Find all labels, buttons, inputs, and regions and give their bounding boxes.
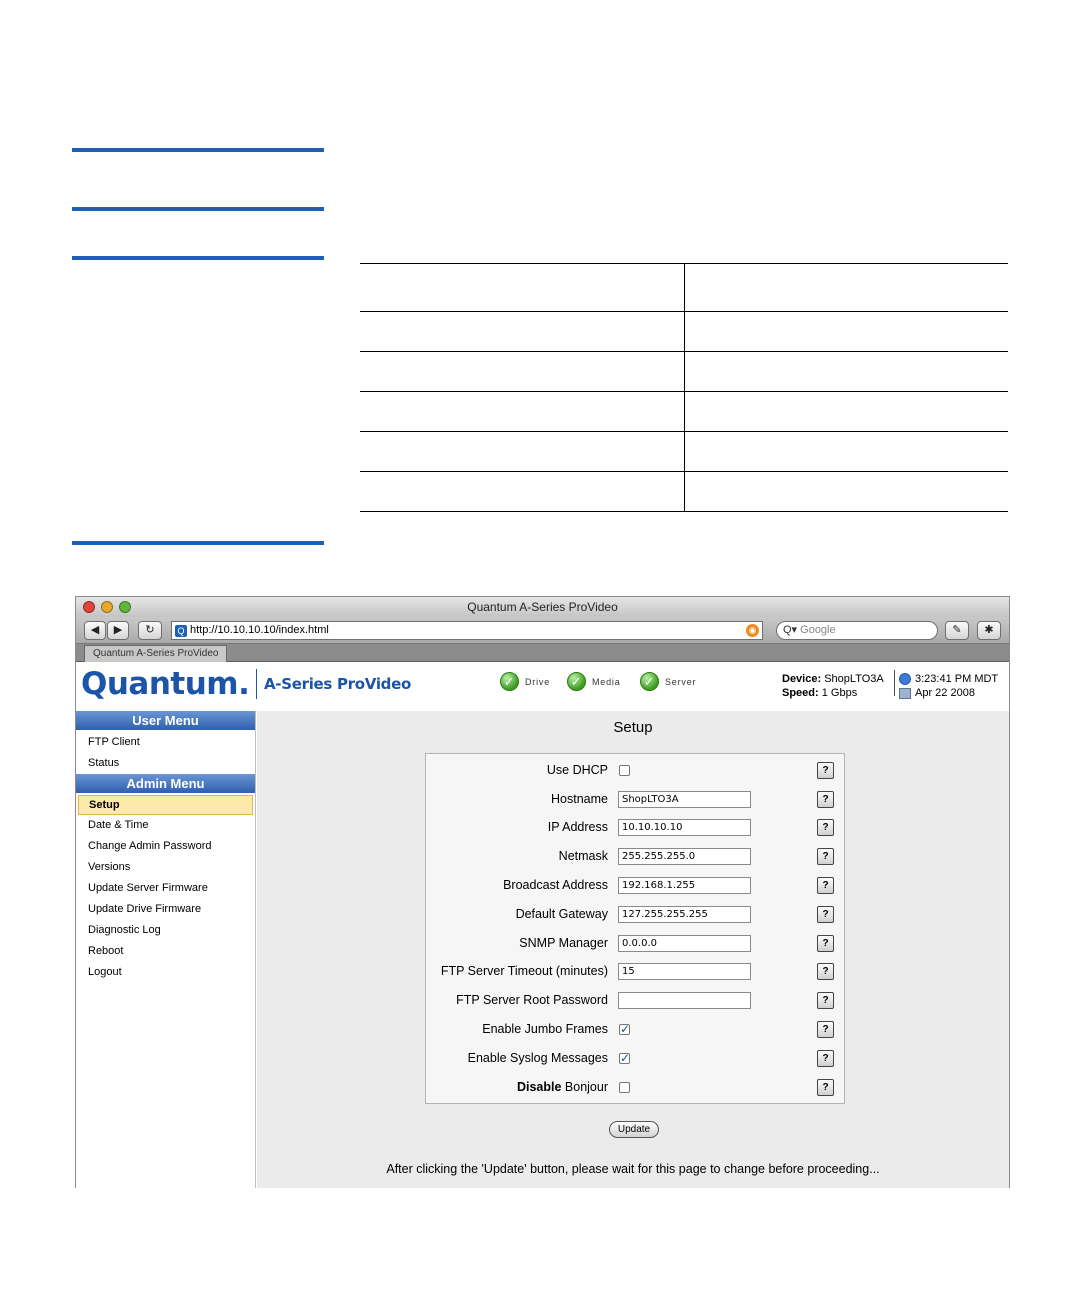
help-button[interactable]: ? [817, 848, 834, 865]
section-rule [72, 207, 324, 211]
help-button[interactable]: ? [817, 1021, 834, 1038]
quantum-logo: Quantum. [81, 666, 250, 702]
help-button[interactable]: ? [817, 963, 834, 980]
admin-menu-title: Admin Menu [76, 774, 255, 793]
ftp-root-password-input[interactable] [618, 992, 751, 1009]
calendar-icon [899, 688, 911, 699]
sidebar-item-versions[interactable]: Versions [88, 861, 131, 873]
broadcast-address-row [426, 876, 844, 896]
back-arrow-icon: ◀ [90, 624, 100, 636]
close-window-button[interactable] [83, 601, 95, 613]
zoom-window-button[interactable] [119, 601, 131, 613]
sidebar [76, 711, 256, 1188]
browser-tab[interactable]: Quantum A-Series ProVideo [84, 645, 227, 662]
reload-button[interactable] [138, 621, 162, 640]
snmp-manager-label: SNMP Manager [519, 936, 608, 950]
document-table [360, 263, 1008, 512]
table-row [360, 392, 1008, 432]
page-title: Setup [613, 719, 653, 736]
help-button[interactable]: ? [817, 819, 834, 836]
table-row [360, 312, 1008, 352]
forward-arrow-icon: ▶ [113, 624, 123, 636]
default-gateway-input[interactable]: 127.255.255.255 [618, 906, 751, 923]
table-row [360, 432, 1008, 472]
use-dhcp-row [426, 761, 844, 781]
disable-bonjour-row [426, 1078, 844, 1098]
setup-form [425, 753, 845, 1104]
help-button[interactable]: ? [817, 992, 834, 1009]
section-rule [72, 256, 324, 260]
help-button[interactable]: ? [817, 762, 834, 779]
sidebar-item-reboot[interactable]: Reboot [88, 945, 124, 957]
bonjour-word: Bonjour [561, 1080, 608, 1094]
table-row [360, 352, 1008, 392]
disable-word: Disable [516, 1080, 562, 1094]
sidebar-item-status[interactable]: Status [88, 757, 120, 769]
user-menu-title: User Menu [76, 711, 255, 730]
table-row [360, 472, 1008, 512]
media-status-label: Media [592, 676, 621, 687]
media-status [567, 672, 621, 691]
ftp-timeout-row [426, 962, 844, 982]
search-placeholder: Google [800, 624, 836, 636]
check-icon: ✓ [567, 672, 586, 691]
tab-bar [76, 644, 1009, 662]
window-controls [83, 601, 131, 613]
current-date: Apr 22 2008 [915, 687, 975, 699]
rss-icon[interactable]: ◉ [746, 624, 759, 637]
disable-bonjour-checkbox[interactable] [619, 1082, 630, 1093]
hostname-row [426, 790, 844, 810]
jumbo-frames-label: Enable Jumbo Frames [482, 1022, 608, 1036]
minimize-window-button[interactable] [101, 601, 113, 613]
current-time: 3:23:41 PM MDT [915, 673, 999, 685]
edit-button[interactable] [945, 621, 969, 640]
sidebar-item-update-drive-firmware[interactable]: Update Drive Firmware [88, 903, 202, 915]
netmask-label: Netmask [558, 849, 608, 863]
help-button[interactable]: ? [817, 906, 834, 923]
broadcast-address-input[interactable]: 192.168.1.255 [618, 877, 751, 894]
use-dhcp-checkbox[interactable] [619, 765, 630, 776]
title-bar [76, 597, 1009, 617]
bug-icon: ✱ [984, 624, 994, 636]
use-dhcp-label: Use DHCP [546, 763, 608, 777]
device-info [782, 672, 884, 700]
clock-icon [899, 673, 911, 685]
address-bar[interactable] [171, 621, 763, 640]
snmp-manager-row [426, 934, 844, 954]
browser-window [75, 596, 1010, 1188]
main-panel [257, 711, 1009, 1188]
table-row [360, 264, 1008, 312]
ftp-timeout-label: FTP Server Timeout (minutes) [440, 964, 608, 978]
netmask-input[interactable]: 255.255.255.0 [618, 848, 751, 865]
jumbo-frames-checkbox[interactable]: ✓ [620, 1022, 631, 1036]
update-note: After clicking the 'Update' button, please wait for this page to change before proceeding... [386, 1162, 880, 1176]
window-title: Quantum A-Series ProVideo [467, 600, 618, 614]
url-text: http://10.10.10.10/index.html [190, 624, 329, 636]
ftp-root-password-label: FTP Server Root Password [456, 993, 608, 1007]
syslog-messages-label: Enable Syslog Messages [467, 1051, 608, 1065]
ip-address-label: IP Address [547, 820, 608, 834]
server-status-label: Server [665, 676, 697, 687]
ftp-root-password-row [426, 991, 844, 1011]
sidebar-item-diagnostic-log[interactable]: Diagnostic Log [88, 924, 161, 936]
ftp-timeout-input[interactable]: 15 [618, 963, 751, 980]
time-info [899, 672, 998, 700]
jumbo-frames-row [426, 1020, 844, 1040]
sidebar-item-logout[interactable]: Logout [88, 966, 122, 978]
disable-bonjour-label [517, 1080, 608, 1094]
help-button[interactable]: ? [817, 1079, 834, 1096]
page-content [76, 663, 1009, 1188]
info-divider [894, 670, 895, 696]
page-header [76, 663, 1009, 711]
ip-address-input[interactable]: 10.10.10.10 [618, 819, 751, 836]
syslog-messages-checkbox[interactable]: ✓ [620, 1051, 631, 1065]
search-icon: Q▾ [783, 624, 798, 636]
help-button[interactable]: ? [817, 1050, 834, 1067]
check-icon: ✓ [640, 672, 659, 691]
ip-address-row [426, 818, 844, 838]
default-gateway-label: Default Gateway [515, 907, 608, 921]
speed-label: Speed: [782, 687, 819, 699]
device-value: ShopLTO3A [824, 673, 884, 685]
snmp-manager-input[interactable]: 0.0.0.0 [618, 935, 751, 952]
sidebar-item-ftp-client[interactable]: FTP Client [88, 736, 140, 748]
default-gateway-row [426, 905, 844, 925]
drive-status [500, 672, 550, 691]
hostname-label: Hostname [551, 792, 608, 806]
netmask-row [426, 847, 844, 867]
speed-value: 1 Gbps [821, 687, 858, 699]
sidebar-item-change-admin-password[interactable]: Change Admin Password [88, 840, 212, 852]
update-button[interactable]: Update [609, 1121, 659, 1138]
check-icon: ✓ [500, 672, 519, 691]
site-icon: Q [175, 625, 187, 637]
help-button[interactable]: ? [817, 791, 834, 808]
section-rule [72, 148, 324, 152]
server-status [640, 672, 696, 691]
browser-toolbar [76, 617, 1009, 644]
section-rule [72, 541, 324, 545]
pencil-icon: ✎ [952, 624, 962, 636]
search-input[interactable] [776, 621, 938, 640]
product-title: A-Series ProVideo [264, 675, 411, 693]
bug-button[interactable] [977, 621, 1001, 640]
reload-icon: ↻ [145, 624, 155, 636]
sidebar-item-update-server-firmware[interactable]: Update Server Firmware [88, 882, 208, 894]
help-button[interactable]: ? [817, 877, 834, 894]
drive-status-label: Drive [525, 676, 551, 687]
syslog-messages-row [426, 1049, 844, 1069]
device-label: Device: [782, 673, 822, 685]
hostname-input[interactable]: ShopLTO3A [618, 791, 751, 808]
forward-button[interactable] [107, 621, 129, 640]
back-button[interactable] [84, 621, 106, 640]
logo-divider [256, 669, 257, 699]
sidebar-item-setup[interactable]: Setup [78, 795, 253, 815]
help-button[interactable]: ? [817, 935, 834, 952]
sidebar-item-date-time[interactable]: Date & Time [88, 819, 149, 831]
broadcast-address-label: Broadcast Address [503, 878, 608, 892]
